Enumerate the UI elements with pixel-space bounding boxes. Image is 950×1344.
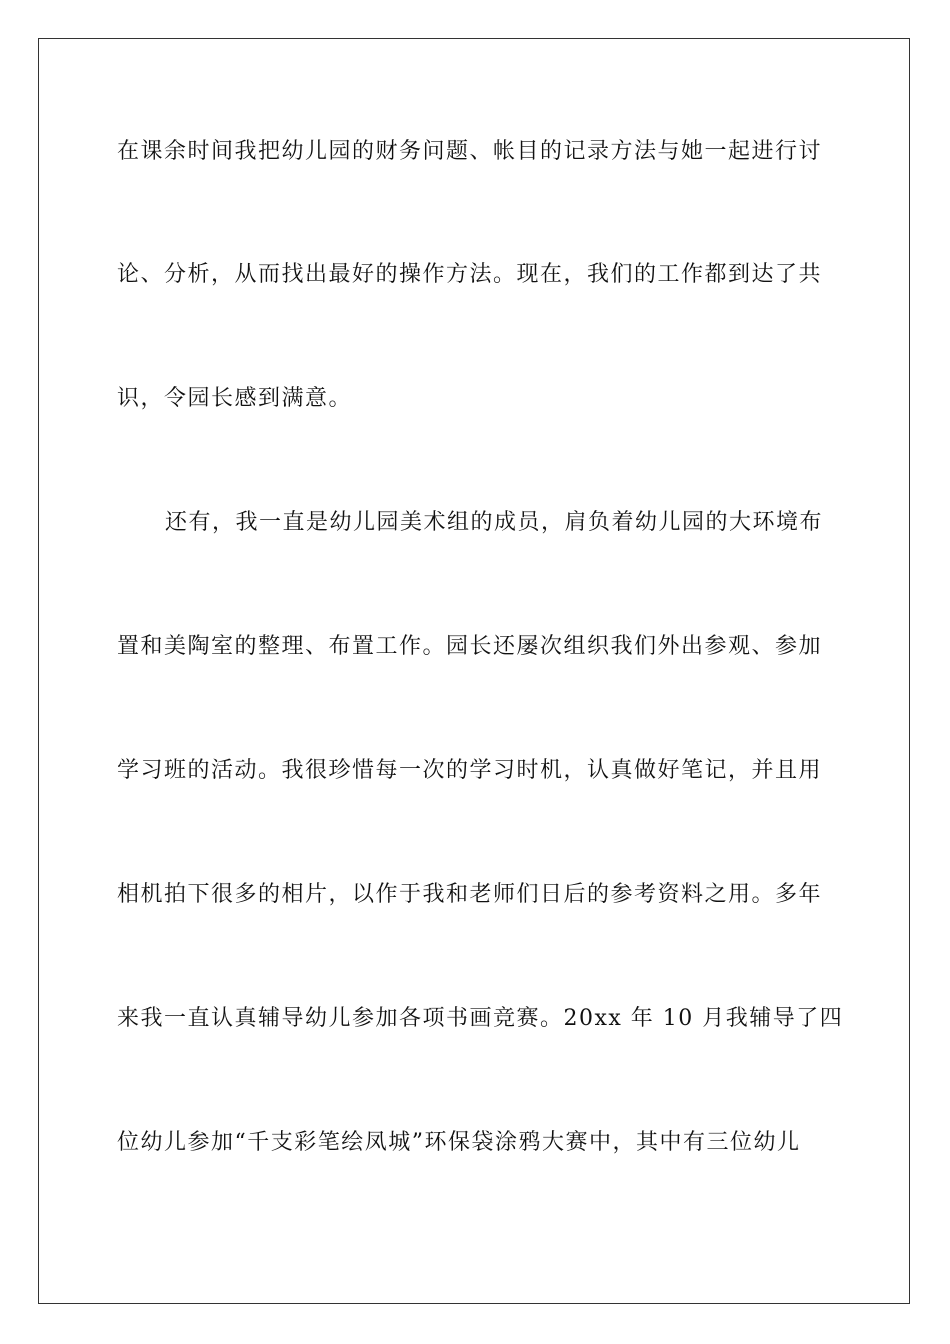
- page-border: [38, 38, 910, 1304]
- paragraph-line-3: 识，令园长感到满意。: [117, 386, 353, 411]
- paragraph-line-6: 学习班的活动。我很珍惜每一次的学习时机，认真做好笔记，并且用: [117, 758, 823, 783]
- paragraph-line-7: 相机拍下很多的相片，以作于我和老师们日后的参考资料之用。多年: [117, 882, 823, 907]
- paragraph-line-4: 还有，我一直是幼儿园美术组的成员，肩负着幼儿园的大环境布: [165, 510, 824, 535]
- paragraph-line-8: 来我一直认真辅导幼儿参加各项书画竞赛。20xx 年 10 月我辅导了四: [117, 1006, 844, 1031]
- paragraph-line-1: 在课余时间我把幼儿园的财务问题、帐目的记录方法与她一起进行讨: [117, 139, 823, 164]
- paragraph-line-9: 位幼儿参加“千支彩笔绘凤城”环保袋涂鸦大赛中，其中有三位幼儿: [117, 1130, 801, 1155]
- paragraph-line-2: 论、分析，从而找出最好的操作方法。现在，我们的工作都到达了共: [117, 262, 823, 287]
- paragraph-line-5: 置和美陶室的整理、布置工作。园长还屡次组织我们外出参观、参加: [117, 634, 823, 659]
